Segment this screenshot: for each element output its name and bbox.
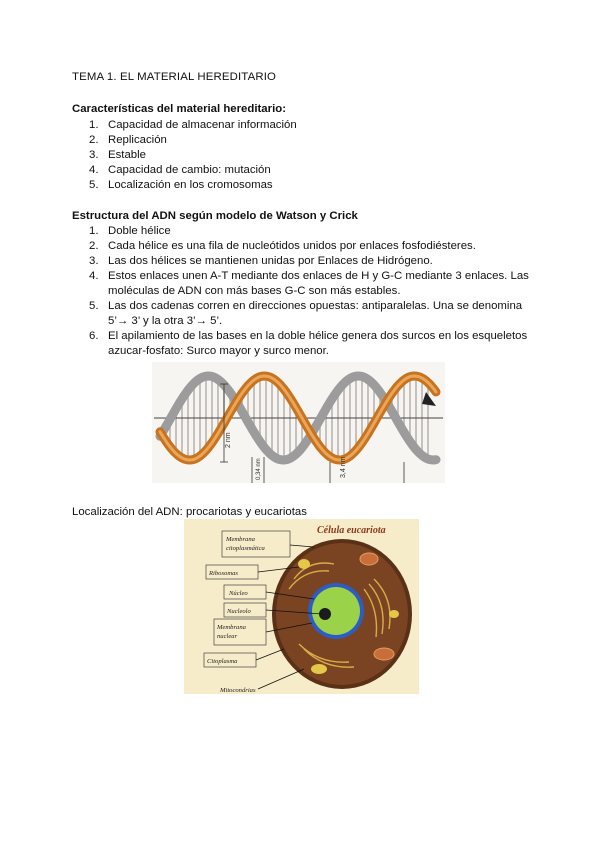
list-item: 5. Localización en los cromosomas (89, 179, 273, 191)
list-item: 2. Replicación (89, 134, 167, 146)
list-item: 3. Estable (89, 149, 146, 161)
cell-title: Célula eucariota (317, 525, 386, 536)
list-item: 4. Estos enlaces unen A-T mediante dos enlaces de H y G-C mediante 3 enlaces. Las moléculas de ADN con más bases G-C son más estables. (89, 270, 529, 297)
list-item: 6. El apilamiento de las bases en la doble hélice genera dos surcos en los esqueletos azucar-fosfato: Surco mayor y surco menor. (89, 330, 528, 357)
label-ribosomas: Ribosomas (209, 570, 238, 577)
page-title: TEMA 1. EL MATERIAL HEREDITARIO (72, 71, 277, 83)
label-nucleolo: Nucleolo (227, 608, 251, 615)
list-item: 1. Capacidad de almacenar información (89, 119, 297, 131)
section-heading-estructura: Estructura del ADN según modelo de Watson y Crick (72, 210, 358, 222)
list-item: 3. Las dos hélices se mantienen unidas por Enlaces de Hidrógeno. (89, 255, 433, 267)
dna-label-0-34nm: 0,34 nm (256, 458, 262, 480)
eukaryotic-cell-figure (184, 519, 419, 694)
list-item: 5. Las dos cadenas corren en direcciones opuestas: antiparalelas. Una se denomina 5’→ 3’ y la otra 3’→ 5’. (89, 300, 523, 327)
label-citoplasma: Citoplasma (207, 658, 238, 665)
label-membrana-citoplasmatica: Membrana citoplasmática (226, 536, 265, 552)
label-mitocondrias: Mitocondrias (220, 687, 256, 694)
dna-label-3-4nm: 3,4 nm (340, 456, 347, 478)
list-item: 1. Doble hélice (89, 225, 171, 237)
list-item: 2. Cada hélice es una fila de nucleótidos unidos por enlaces fosfodiésteres. (89, 240, 476, 252)
dna-label-2nm: 2 nm (225, 432, 232, 448)
label-nucleo: Núcleo (229, 590, 248, 597)
localizacion-text: Localización del ADN: procariotas y eucariotas (72, 506, 307, 518)
caracteristicas-list (72, 118, 542, 193)
dna-double-helix-figure (152, 362, 445, 483)
estructura-list (72, 224, 542, 359)
label-membrana-nuclear: Membrana nuclear (217, 624, 246, 640)
list-item: 4. Capacidad de cambio: mutación (89, 164, 271, 176)
section-heading-caracteristicas: Características del material hereditario: (72, 103, 286, 115)
